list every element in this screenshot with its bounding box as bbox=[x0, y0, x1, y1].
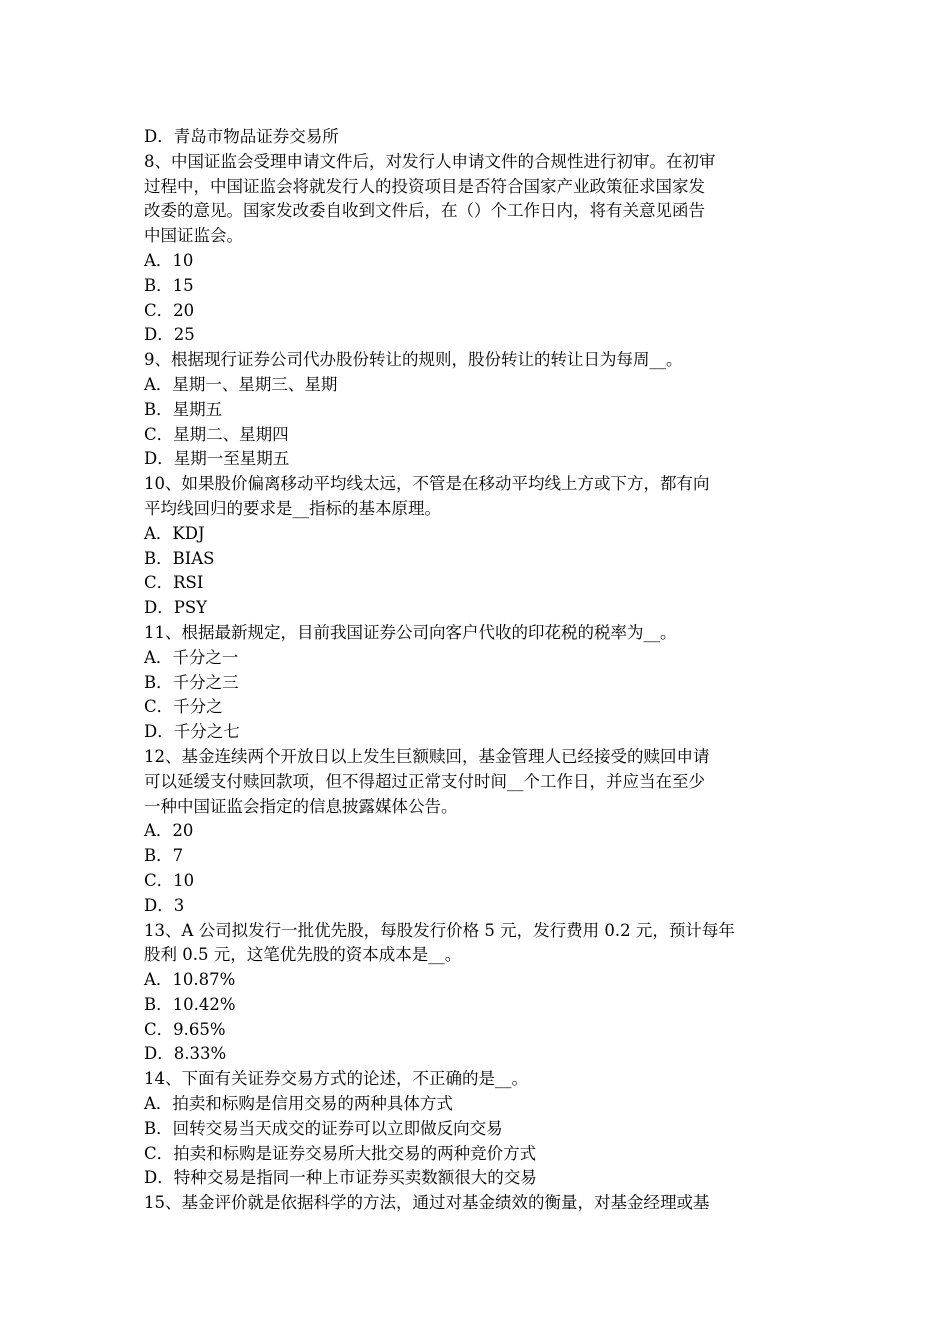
question-12-line-2: 可以延缓支付赎回款项，但不得超过正常支付时间__个工作日，并应当在至少 bbox=[144, 771, 705, 791]
option-line: C．千分之 bbox=[144, 697, 223, 717]
option-line: B．星期五 bbox=[144, 399, 223, 419]
question-12-line-3: 一种中国证监会指定的信息披露媒体公告。 bbox=[144, 796, 458, 816]
option-line: C．星期二、星期四 bbox=[144, 424, 289, 444]
question-15-line-1: 15、基金评价就是依据科学的方法，通过对基金绩效的衡量，对基金经理或基 bbox=[144, 1193, 710, 1213]
option-line: B．回转交易当天成交的证券可以立即做反向交易 bbox=[144, 1118, 503, 1138]
option-line: A．拍卖和标购是信用交易的两种具体方式 bbox=[144, 1094, 453, 1114]
option-line: C．9.65% bbox=[144, 1019, 226, 1039]
question-14-line-1: 14、下面有关证券交易方式的论述，不正确的是__。 bbox=[144, 1069, 528, 1089]
option-line: B．15 bbox=[144, 275, 194, 295]
option-line: A．20 bbox=[144, 821, 194, 841]
option-line: C．拍卖和标购是证券交易所大批交易的两种竞价方式 bbox=[144, 1143, 537, 1163]
option-line: D．青岛市物品证券交易所 bbox=[144, 127, 339, 146]
option-line: A．星期一、星期三、星期 bbox=[144, 374, 338, 394]
option-line: B．千分之三 bbox=[144, 672, 239, 692]
option-line: D．25 bbox=[144, 325, 195, 345]
question-8-line-2: 过程中，中国证监会将就发行人的投资项目是否符合国家产业政策征求国家发 bbox=[144, 176, 705, 196]
option-line: A．KDJ bbox=[144, 523, 205, 543]
option-line: B．BIAS bbox=[144, 548, 215, 568]
option-line: B．7 bbox=[144, 846, 184, 866]
option-line: C．20 bbox=[144, 300, 195, 320]
option-line: B．10.42% bbox=[144, 994, 236, 1014]
question-13-line-2: 股利 0.5 元，这笔优先股的资本成本是__。 bbox=[144, 945, 462, 965]
option-line: D．星期一至星期五 bbox=[144, 449, 290, 469]
question-8-line-3: 改委的意见。国家发改委自收到文件后，在（）个工作日内，将有关意见函告 bbox=[144, 201, 705, 221]
question-8-line-4: 中国证监会。 bbox=[144, 226, 243, 246]
option-line: A．10.87% bbox=[144, 970, 236, 990]
question-10-line-1: 10、如果股价偏离移动平均线太远，不管是在移动平均线上方或下方，都有向 bbox=[144, 474, 710, 494]
option-line: D．特种交易是指同一种上市证券买卖数额很大的交易 bbox=[144, 1168, 537, 1188]
question-8-line-1: 8、中国证监会受理申请文件后，对发行人申请文件的合规性进行初审。在初审 bbox=[144, 151, 716, 171]
question-10-line-2: 平均线回归的要求是__指标的基本原理。 bbox=[144, 498, 441, 518]
option-line: C．RSI bbox=[144, 573, 204, 593]
document-body bbox=[144, 125, 808, 1216]
option-line: D．8.33% bbox=[144, 1044, 227, 1064]
option-line: D．3 bbox=[144, 895, 185, 915]
option-line: A．10 bbox=[144, 250, 194, 270]
option-line: C．10 bbox=[144, 870, 195, 890]
question-13-line-1: 13、A 公司拟发行一批优先股，每股发行价格 5 元，发行费用 0.2 元，预计每年 bbox=[144, 920, 735, 940]
question-12-line-1: 12、基金连续两个开放日以上发生巨额赎回，基金管理人已经接受的赎回申请 bbox=[144, 746, 710, 766]
question-11-line-1: 11、根据最新规定，目前我国证券公司向客户代收的印花税的税率为__。 bbox=[144, 622, 677, 642]
option-line: D．千分之七 bbox=[144, 722, 240, 742]
option-line: A．千分之一 bbox=[144, 647, 239, 667]
question-9-line-1: 9、根据现行证券公司代办股份转让的规则，股份转让的转让日为每周__。 bbox=[144, 350, 683, 370]
option-line: D．PSY bbox=[144, 598, 208, 618]
